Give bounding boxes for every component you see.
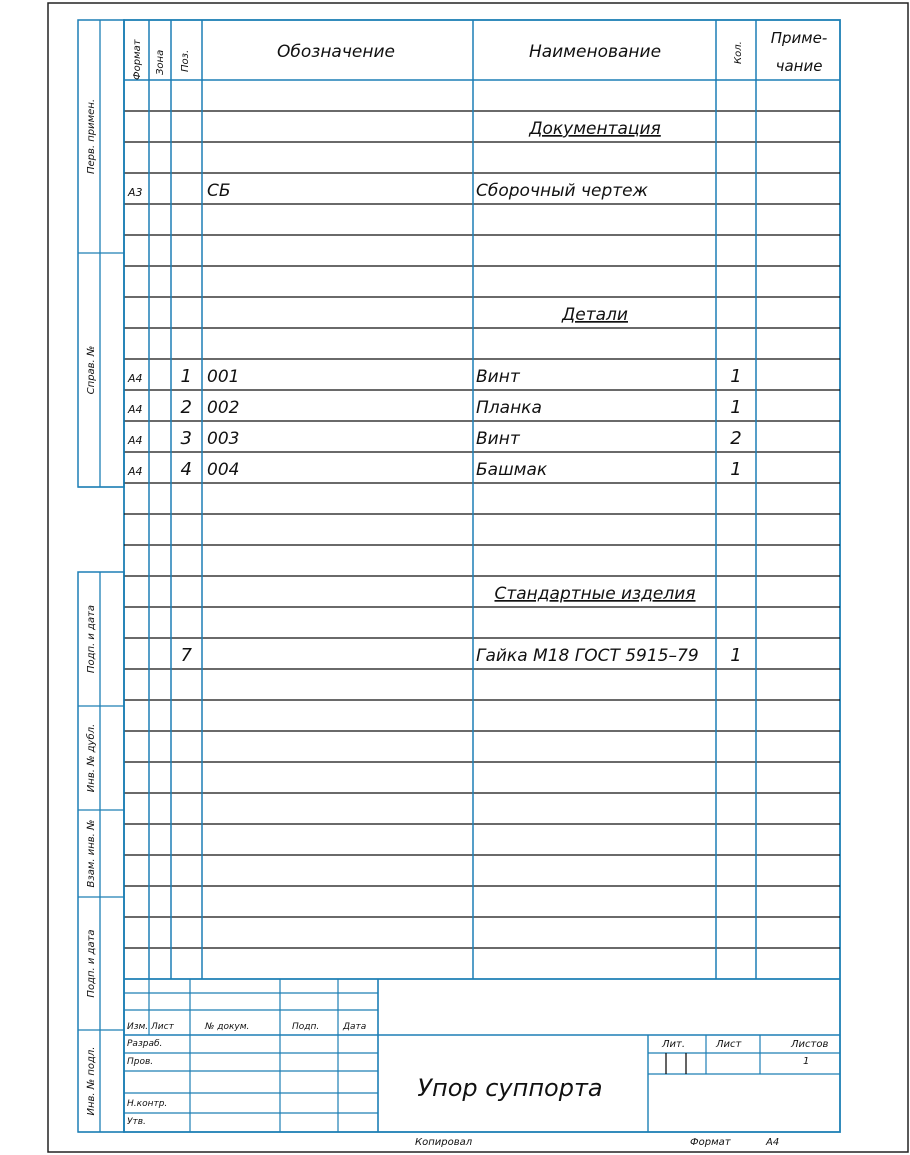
header-pos: Поз. [180,49,191,72]
header-note-line1: Приме- [770,29,828,47]
row-qty: 2 [730,428,742,449]
row-name: Гайка М18 ГОСТ 5915–79 [476,646,699,666]
row-name: Сборочный чертеж [476,181,648,201]
table-rows [127,119,742,666]
footer-copied: Копировал [415,1137,473,1148]
row-name: Винт [476,367,520,387]
side-label: Инв. № подл. [86,1046,97,1116]
side-strip-lower [78,572,124,1132]
header-qty: Кол. [733,41,744,64]
row-qty: 1 [730,366,742,387]
role-developer: Разраб. [127,1039,163,1049]
col-label-izm: Изм. [127,1022,149,1032]
row-format: А4 [128,465,143,478]
row-name: Башмак [476,460,548,480]
footer-format-label: Формат [690,1137,731,1148]
side-label: Подп. и дата [86,929,97,998]
row-format: А4 [128,403,143,416]
table-row [127,397,742,418]
row-name: Планка [476,398,542,418]
lit-label: Лит. [662,1039,686,1050]
sheets-value: 1 [803,1056,810,1067]
section-heading: Стандартные изделия [494,584,696,604]
row-pos: 2 [180,397,192,418]
row-designation: 004 [207,460,240,480]
row-format: А4 [128,372,143,385]
drawing-title: Упор суппорта [417,1074,603,1102]
row-qty: 1 [730,397,742,418]
footer-format-value: А4 [766,1137,780,1148]
row-pos: 7 [180,645,192,666]
row-pos: 1 [180,366,192,387]
side-strip [78,20,124,1132]
col-label-list: Лист [151,1022,174,1032]
header-name: Наименование [528,42,662,62]
row-format: А4 [128,434,143,447]
row-name: Винт [476,429,520,449]
role-approver: Утв. [127,1117,146,1127]
table-row [561,305,628,325]
row-pos: 3 [180,428,192,449]
side-label: Перв. примен. [86,98,97,175]
side-label: Инв. № дубл. [86,723,97,793]
header-note-line2: чание [775,57,823,75]
header-format: Формат [132,39,143,80]
sheet-label: Лист [716,1039,742,1050]
row-format: А3 [128,186,143,199]
side-label: Справ. № [86,345,97,395]
row-designation: 001 [207,367,240,387]
table-row [494,584,695,604]
table-header [132,29,827,80]
table-row [127,428,742,449]
header-zone: Зона [155,49,166,75]
row-qty: 1 [730,459,742,480]
row-qty: 1 [730,645,742,666]
row-designation: 003 [207,429,240,449]
table-row [181,645,742,666]
row-designation: СБ [207,181,231,201]
role-norm-control: Н.контр. [127,1099,168,1109]
table-row [528,119,661,139]
row-pos: 4 [180,459,192,480]
header-designation: Обозначение [277,42,395,62]
table-row [127,366,742,387]
row-designation: 002 [207,398,240,418]
side-label: Подп. и дата [86,604,97,674]
col-label-sign: Подп. [292,1022,320,1032]
table-row [127,181,649,201]
side-label: Взам. инв. № [86,819,97,888]
table-row [127,459,742,480]
sheets-label: Листов [791,1039,829,1050]
col-label-doc: № докум. [205,1022,250,1032]
role-checker: Пров. [127,1057,154,1067]
section-heading: Детали [562,305,628,325]
col-label-date: Дата [343,1022,367,1032]
section-heading: Документация [529,119,661,139]
